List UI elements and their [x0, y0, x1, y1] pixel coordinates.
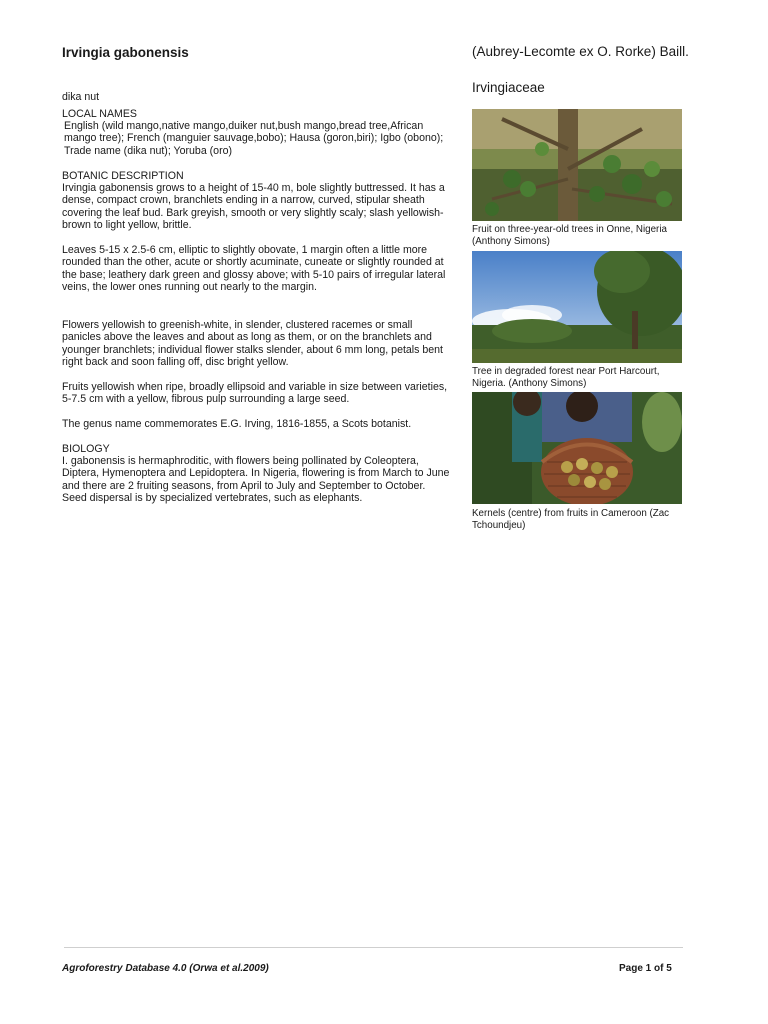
- footer-divider: [64, 947, 683, 948]
- footer-source: Agroforestry Database 4.0 (Orwa et al.2009): [62, 963, 269, 974]
- local-names-heading: LOCAL NAMES: [62, 108, 137, 120]
- botanic-paragraph-1: Irvingia gabonensis grows to a height of 15-40 m, bole slightly buttressed. It has a dense, compact crown, branchlets ending in a narrow, curved, stipular sheath covering the leaf bud. Bark greyish, smooth or very slightly scaly; slash yellowish-brown to light yellow, brittle.: [62, 182, 445, 232]
- photo-1-caption: Fruit on three-year-old trees in Onne, Nigeria (Anthony Simons): [472, 224, 667, 247]
- botanic-paragraph-4: Fruits yellowish when ripe, broadly ellipsoid and variable in size between varieties, 5-7.5 cm with a yellow, fibrous pulp surrounding a large seed.: [62, 381, 448, 406]
- photo-kernels-basket: [472, 392, 682, 504]
- local-names-text: English (wild mango,native mango,duiker nut,bush mango,bread tree,African mango tree); French (manguier sauvage,bobo); Hausa (goron,biri); Igbo (obono); Trade name (dika nut); Yoruba (oro): [64, 120, 444, 157]
- botanic-paragraph-2: Leaves 5-15 x 2.5-6 cm, elliptic to slightly obovate, 1 margin often a little more rounded than the other, acute or shortly acuminate, cuneate or slightly rounded at the base; leathery dark green and glossy above; with 5-10 pairs of irregular lateral veins, the lower ones running out nearly to the margin.: [62, 244, 446, 294]
- common-name: dika nut: [62, 91, 100, 103]
- photo-2-caption: Tree in degraded forest near Port Harcourt, Nigeria. (Anthony Simons): [472, 366, 660, 389]
- botanic-description-heading: BOTANIC DESCRIPTION: [62, 170, 184, 182]
- botanic-paragraph-3: Flowers yellowish to greenish-white, in slender, clustered racemes or small panicles above the leaves and about as long as them, or on the branchlets and younger branchlets; individual flower stalks slender, about 6 mm long, petals bent right back and soon falling off, disc bright yellow.: [62, 319, 444, 369]
- photo-fruit-on-tree: [472, 109, 682, 221]
- species-family: Irvingiaceae: [472, 80, 545, 95]
- footer-page-number: Page 1 of 5: [619, 963, 672, 974]
- species-authority: (Aubrey-Lecomte ex O. Rorke) Baill.: [472, 44, 689, 59]
- botanic-paragraph-5: The genus name commemorates E.G. Irving, 1816-1855, a Scots botanist.: [62, 418, 412, 430]
- biology-text: I. gabonensis is hermaphroditic, with flowers being pollinated by Coleoptera, Diptera, Hymenoptera and Lepidoptera. In Nigeria, flowering is from March to June and there are 2 fruiting seasons, from April to July and September to October. Seed dispersal is by specialized vertebrates, such as elephants.: [62, 455, 450, 505]
- photo-tree-in-forest: [472, 251, 682, 363]
- photo-3-caption: Kernels (centre) from fruits in Cameroon (Zac Tchoundjeu): [472, 508, 670, 531]
- biology-heading: BIOLOGY: [62, 443, 110, 455]
- species-title: Irvingia gabonensis: [62, 45, 189, 60]
